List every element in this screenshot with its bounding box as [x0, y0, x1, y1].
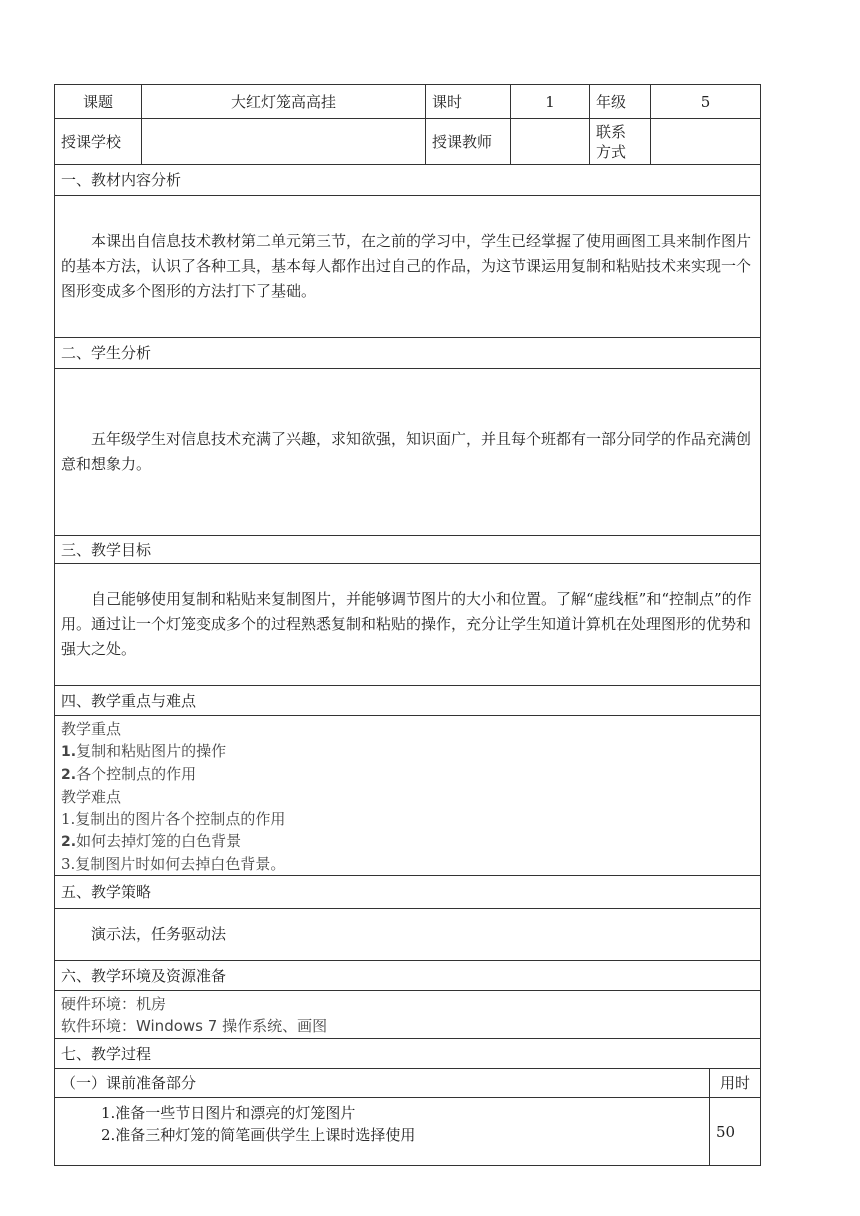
row-section-1-title [55, 165, 761, 196]
row-topic [55, 85, 761, 119]
section-6-body [55, 991, 761, 1039]
section-4-body [55, 716, 761, 876]
row-section-1-body [55, 196, 761, 338]
focus-item-2-text: 各个控制点的作用 [76, 765, 197, 783]
row-school [55, 119, 761, 165]
contact-label-line-1: 联系 [596, 122, 627, 141]
software-env [61, 1015, 754, 1037]
lesson-plan-table [54, 84, 761, 1069]
focus-item-1-num: 1. [61, 744, 77, 760]
process-time-label: 用时 [710, 1069, 761, 1098]
section-3-body: 自己能够使用复制和粘贴来复制图片，并能够调节图片的大小和位置。了解“虚线框”和“控制点”的作用。通过让一个灯笼变成多个的过程熟悉复制和粘贴的操作，充分让学生知道计算机在处理图形的优势和强大之处。 [55, 564, 761, 686]
software-env-prefix: 软件环境： [61, 1016, 137, 1035]
focus-label: 教学重点 [61, 720, 122, 738]
hours-value: 1 [511, 85, 590, 119]
process-step-1: 1.准备一些节日图片和漂亮的灯笼图片 [101, 1104, 356, 1122]
software-env-os: Windows 7 [136, 1016, 218, 1035]
row-section-2-title [55, 338, 761, 369]
process-step-2: 2.准备三种灯笼的简笔画供学生上课时选择使用 [101, 1126, 416, 1144]
contact-label [590, 119, 651, 165]
section-3-title: 三、教学目标 [55, 536, 761, 564]
row-section-6-body [55, 991, 761, 1039]
teacher-value [511, 119, 590, 165]
school-value [142, 119, 426, 165]
focus-item-1-text: 复制和粘贴图片的操作 [76, 742, 227, 760]
process-subtitle: （一）课前准备部分 [55, 1069, 710, 1098]
row-section-6-title [55, 961, 761, 991]
focus-item-2 [61, 763, 754, 786]
row-section-4-title [55, 686, 761, 716]
process-table [54, 1068, 761, 1166]
process-steps [55, 1098, 710, 1166]
focus-item-2-num: 2. [61, 767, 77, 783]
software-env-suffix: 操作系统、画图 [217, 1016, 328, 1035]
row-section-7-title [55, 1039, 761, 1069]
focus-item-1 [61, 740, 754, 763]
difficulty-item-1: 1.复制出的图片各个控制点的作用 [61, 810, 286, 828]
grade-value: 5 [651, 85, 761, 119]
difficulty-label: 教学难点 [61, 788, 122, 806]
row-section-3-title [55, 536, 761, 564]
school-label: 授课学校 [55, 119, 142, 165]
difficulty-item-2-text: 如何去掉灯笼的白色背景 [76, 832, 242, 850]
lesson-plan-form [54, 84, 760, 1166]
section-2-body: 五年级学生对信息技术充满了兴趣，求知欲强，知识面广，并且每个班都有一部分同学的作品充满创意和想象力。 [55, 369, 761, 536]
section-2-title: 二、学生分析 [55, 338, 761, 369]
section-5-body: 演示法，任务驱动法 [55, 909, 761, 961]
difficulty-item-2-num: 2. [61, 834, 77, 850]
difficulty-item-3: 3.复制图片时如何去掉白色背景。 [61, 855, 286, 873]
row-section-2-body [55, 369, 761, 536]
hardware-env: 硬件环境：机房 [61, 994, 167, 1013]
topic-value: 大红灯笼高高挂 [142, 85, 426, 119]
difficulty-item-2 [61, 830, 754, 853]
contact-value [651, 119, 761, 165]
row-section-3-body [55, 564, 761, 686]
row-process-body [55, 1098, 761, 1166]
row-process-header [55, 1069, 761, 1098]
grade-label: 年级 [590, 85, 651, 119]
topic-label: 课题 [55, 85, 142, 119]
section-1-title: 一、教材内容分析 [55, 165, 761, 196]
row-section-4-body [55, 716, 761, 876]
section-4-title: 四、教学重点与难点 [55, 686, 761, 716]
section-1-body: 本课出自信息技术教材第二单元第三节，在之前的学习中，学生已经掌握了使用画图工具来制作图片的基本方法，认识了各种工具，基本每人都作出过自己的作品，为这节课运用复制和粘贴技术来实现一个图形变成多个图形的方法打下了基础。 [55, 196, 761, 338]
section-5-title: 五、教学策略 [55, 876, 761, 909]
section-6-title: 六、教学环境及资源准备 [55, 961, 761, 991]
process-time-value: 50 [710, 1098, 761, 1166]
contact-label-line-2: 方式 [596, 142, 627, 161]
row-section-5-body [55, 909, 761, 961]
hours-label: 课时 [426, 85, 511, 119]
teacher-label: 授课教师 [426, 119, 511, 165]
row-section-5-title [55, 876, 761, 909]
section-7-title: 七、教学过程 [55, 1039, 761, 1069]
